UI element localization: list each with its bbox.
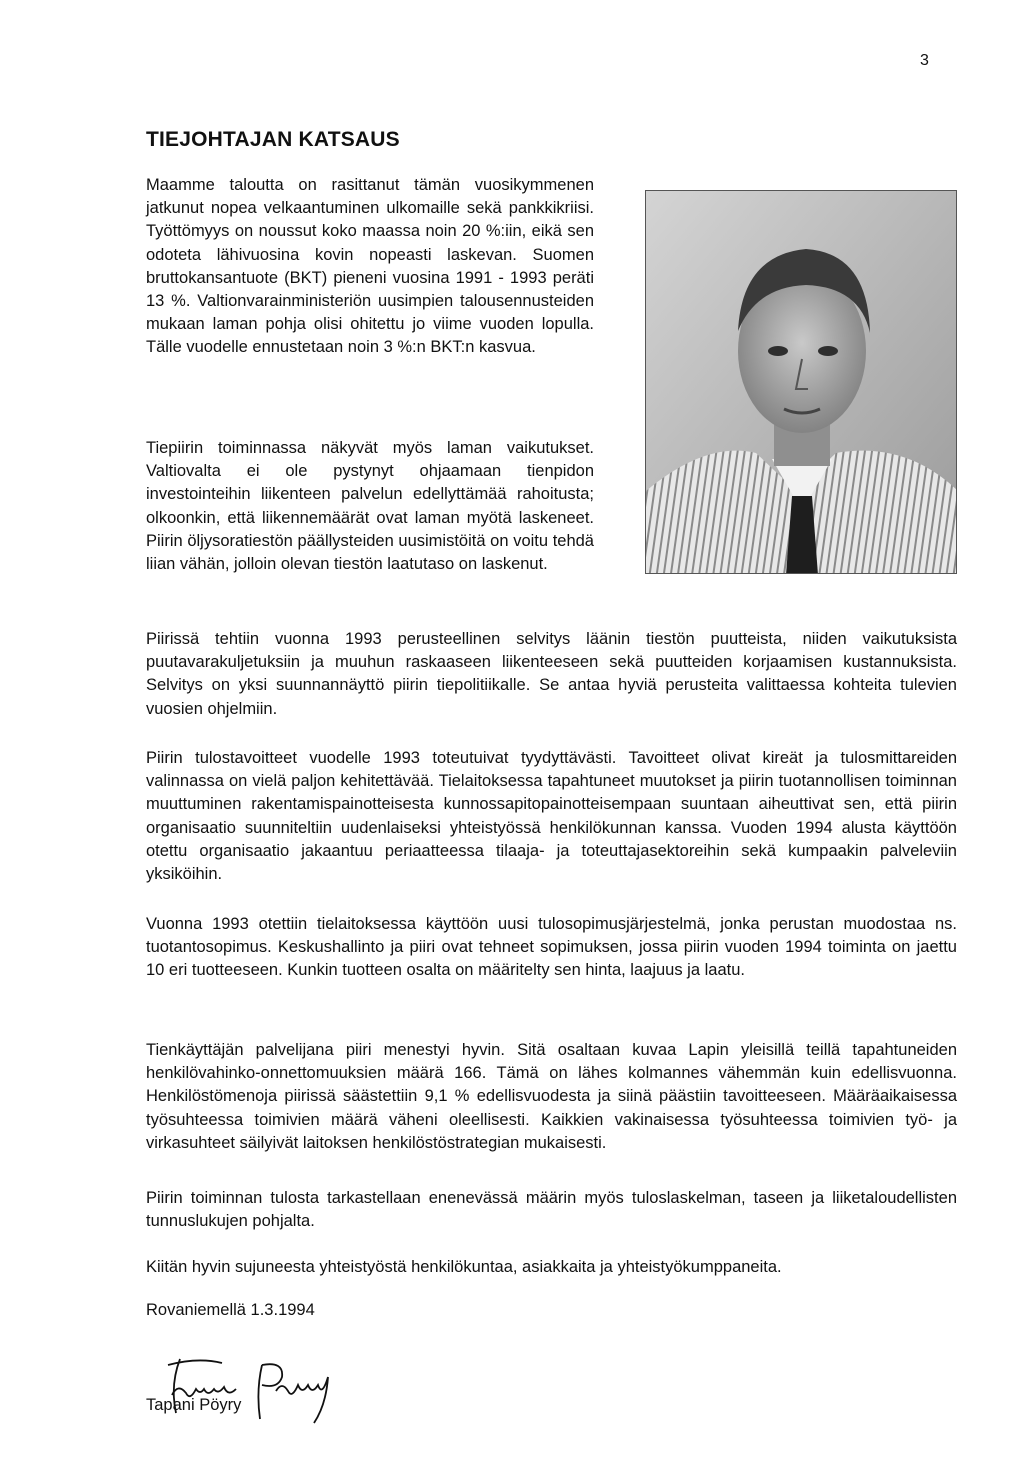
paragraph-road-district: Tiepiirin toiminnassa näkyvät myös laman vaikutukset. Valtiovalta ei ole pystynyt ohjaamaan tienpidon investointeihin liikenteen palvelun edellyttämää rahoitusta; olkoonkin, että liikennemäärät ovat laman myötä laskeneet. Piirin öljysoratiestön päällysteiden uusimistöitä on voitu tehdä liian vähän, jolloin olevan tiestön laatutaso on laskenut.	[146, 439, 594, 574]
paragraph-thanks: Kiitän hyvin sujuneesta yhteistyöstä henkilökuntaa, asiakkaita ja yhteistyökumppaneita.	[146, 1258, 782, 1276]
paragraph-financials: Piirin toiminnan tulosta tarkastellaan enenevässä määrin myös tuloslaskelman, taseen ja liiketaloudellisten tunnuslukujen pohjalta.	[146, 1189, 957, 1231]
paragraph-survey: Piirissä tehtiin vuonna 1993 perusteellinen selvitys läänin tiestön puutteista, niiden vaikutuksista puutavarakuljetuksiin ja muuhun raskaaseen liikenteeseen sekä puutteiden korjaamisen kustannuksista. Selvitys on yksi suunnannäyttö piirin tiepolitiikalle. Se antaa hyviä perusteita valittaessa kohteita tulevien vuosien ohjelmiin.	[146, 630, 957, 718]
paragraph-service: Tienkäyttäjän palvelijana piiri menestyi hyvin. Sitä osaltaan kuvaa Lapin yleisillä teillä tapahtuneiden henkilövahinko-onnettomuuksien määrä 166. Tämä on lähes kolmannes vähemmän kuin edellisvuonna. Henkilöstömenoja piirissä säästettiin 9,1 % edellisvuodesta ja siinä päästiin tavoitteeseen. Määräaikaisessa työsuhteessa toimivien määrä väheni oleellisesti. Kaikkien vakinaisessa työsuhteessa toimivien työ- ja virkasuhteet säilyivät laitoksen henkilöstöstrategian mukaisesti.	[146, 1041, 957, 1152]
paragraph-contract: Vuonna 1993 otettiin tielaitoksessa käyttöön uusi tulosopimusjärjestelmä, jonka perustan muodostaa ns. tuotantosopimus. Keskushallinto ja piiri ovat tehneet sopimuksen, jossa piirin vuoden 1994 toiminta on jaettu 10 eri tuotteeseen. Kunkin tuotteen osalta on määritelty sen hinta, laajuus ja laatu.	[146, 915, 957, 980]
handwritten-signature	[158, 1355, 348, 1430]
place-date: Rovaniemellä 1.3.1994	[146, 1301, 315, 1319]
page-number: 3	[920, 52, 929, 69]
signer-name: Tapani Pöyry	[146, 1396, 242, 1414]
paragraph-targets: Piirin tulostavoitteet vuodelle 1993 toteutuivat tyydyttävästi. Tavoitteet olivat kireät ja tulosmittareiden valinnassa on vielä paljon kehitettävää. Tielaitoksessa tapahtuneet muutokset ja piirin tuotannollisen toiminnan muuttuminen rakentamispainotteisesta kunnossapitopainotteisempaan suuntaan aiheuttivat sen, että piirin organisaatio suunniteltiin uudenlaiseksi yhteistyössä henkilökunnan kanssa. Vuoden 1994 alusta käyttöön otettu organisaatio jakaantuu periaatteessa tilaaja- ja toteuttajasektoreihin sekä kumpaakin palveleviin yksiköihin.	[146, 749, 957, 884]
portrait-photo	[645, 190, 957, 574]
page-title: TIEJOHTAJAN KATSAUS	[146, 128, 400, 151]
paragraph-economy: Maamme taloutta on rasittanut tämän vuosikymmenen jatkunut nopea velkaantuminen ulkomaille sekä pankkikriisi. Työttömyys on noussut koko maassa noin 20 %:iin, eikä sen odoteta lähivuosina kovin nopeasti laskevan. Suomen bruttokansantuote (BKT) pieneni vuosina 1991 - 1993 peräti 13 %. Valtionvarainministeriön uusimpien talousennusteiden mukaan laman pohja olisi ohitettu jo viime vuoden lopulla. Tälle vuodelle ennustetaan noin 3 %:n BKT:n kasvua.	[146, 176, 594, 357]
